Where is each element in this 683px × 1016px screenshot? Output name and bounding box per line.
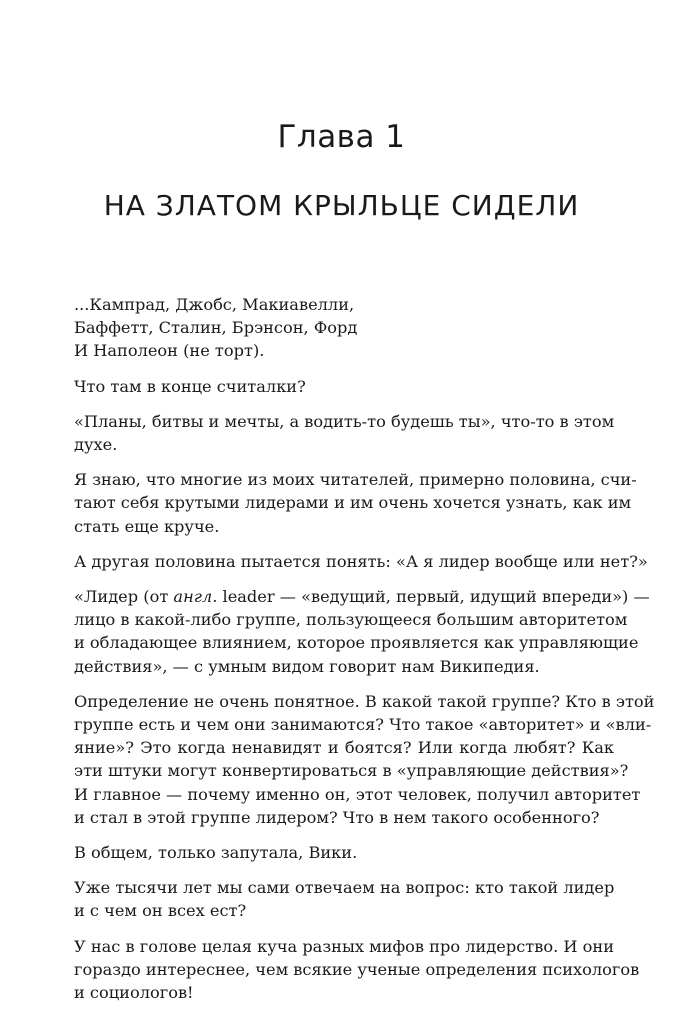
- verse-line: ...Кампрад, Джобс, Макиавелли,: [74, 295, 355, 314]
- text-segment: «Лидер (от: [74, 587, 174, 607]
- text-line: Что там в конце считалки?: [74, 376, 306, 396]
- paragraph: [74, 841, 614, 864]
- text-line: гораздо интереснее, чем всякие ученые определения психологов: [74, 959, 640, 979]
- text-line: лицо в какой-либо группе, пользующееся большим авторитетом: [74, 610, 628, 630]
- text-line: стать еще круче.: [74, 516, 220, 536]
- text-line: тают себя крутыми лидерами и им очень хочется узнать, как им: [74, 493, 632, 513]
- paragraph: [74, 375, 614, 398]
- paragraph: [74, 585, 650, 678]
- verse-line: И Наполеон (не торт).: [74, 341, 265, 361]
- text-segment: leader — «ведущий, первый, идущий впереди») —: [217, 587, 650, 607]
- paragraph: [74, 690, 655, 829]
- text-line: Я знаю, что многие из моих читателей, примерно половина, счи-: [74, 470, 637, 490]
- text-line: «Планы, битвы и мечты, а водить-то будешь ты», что-то в этом: [74, 411, 615, 431]
- text-line: действия», — с умным видом говорит нам Википедия.: [74, 656, 540, 676]
- text-line: и с чем он всех ест?: [74, 901, 247, 921]
- paragraph: [74, 468, 637, 538]
- paragraph: [74, 550, 648, 573]
- verse-line: Баффетт, Сталин, Брэнсон, Форд: [74, 318, 358, 338]
- text-line: А другая половина пытается понять: «А я лидер вообще или нет?»: [74, 551, 648, 571]
- text-line: эти штуки могут конвертироваться в «управляющие действия»?: [74, 761, 629, 781]
- chapter-label: Глава 1: [277, 119, 406, 155]
- chapter-title: НА ЗЛАТОМ КРЫЛЬЦЕ СИДЕЛИ: [103, 189, 580, 222]
- paragraph: [74, 935, 640, 1005]
- text-line: и обладающее влиянием, которое проявляется как управляющие: [74, 633, 639, 653]
- text-line: духе.: [74, 435, 118, 455]
- text-line: и стал в этой группе лидером? Что в нем такого особенного?: [74, 807, 600, 827]
- text-line: яние»? Это когда ненавидят и боятся? Или когда любят? Как: [74, 738, 614, 758]
- paragraph: [74, 410, 614, 456]
- text-line: [74, 585, 650, 608]
- text-line: Определение не очень понятное. В какой такой группе? Кто в этой: [74, 691, 655, 711]
- paragraph: [74, 876, 614, 922]
- italic-abbreviation: англ.: [173, 587, 218, 607]
- text-line: В общем, только запутала, Вики.: [74, 843, 358, 863]
- text-line: И главное — почему именно он, этот человек, получил авторитет: [74, 784, 641, 804]
- epigraph-verse: [74, 293, 614, 363]
- page-body: [74, 293, 655, 1016]
- text-line: Уже тысячи лет мы сами отвечаем на вопрос: кто такой лидер: [74, 878, 615, 898]
- text-line: У нас в голове целая куча разных мифов про лидерство. И они: [74, 936, 614, 956]
- text-line: и социологов!: [74, 983, 194, 1003]
- text-line: группе есть и чем они занимаются? Что такое «авторитет» и «вли-: [74, 715, 652, 735]
